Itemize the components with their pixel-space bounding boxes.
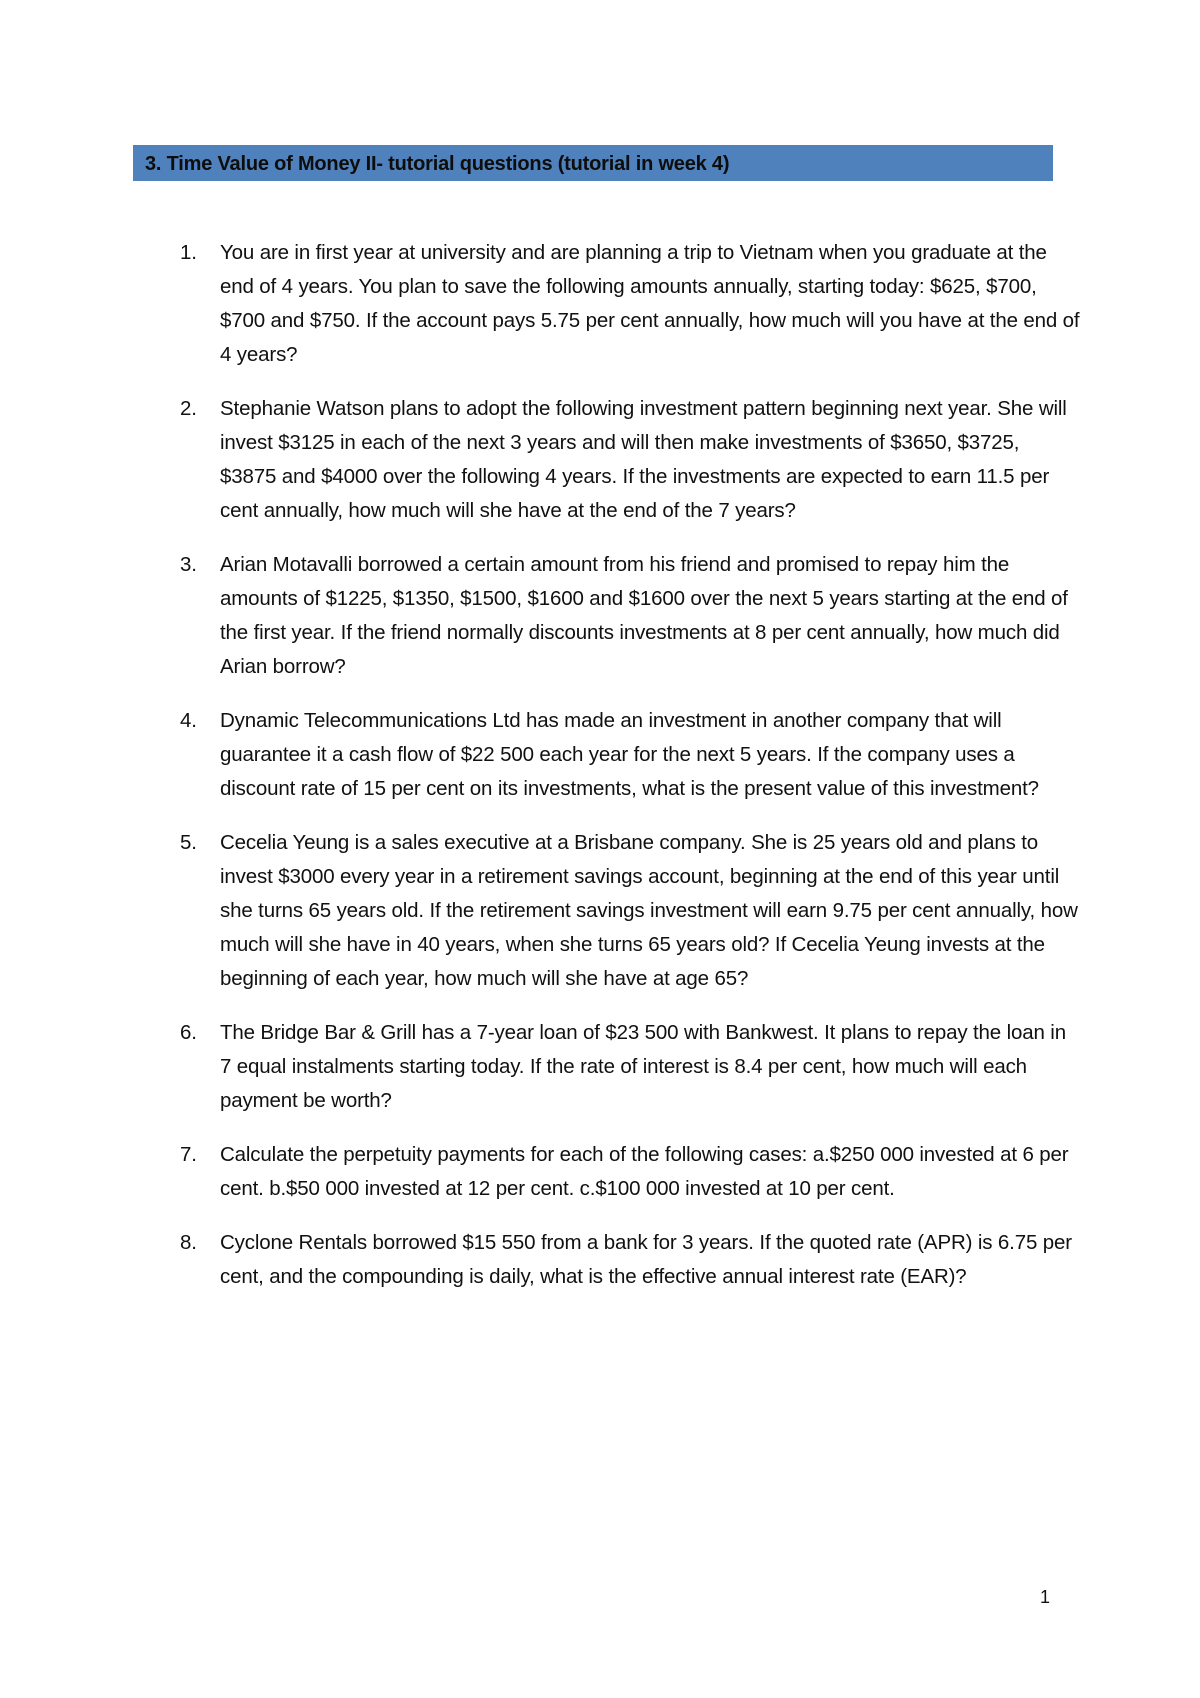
question-item xyxy=(180,1016,1080,1118)
question-number: 7. xyxy=(180,1143,197,1166)
question-item xyxy=(180,548,1080,684)
question-text: Dynamic Telecommunications Ltd has made an investment in another company that will guarantee it a cash flow of $22 500 each year for the next 5 years. If the company uses a discount rate of 15 per cent on its investments, what is the present value of this investment? xyxy=(220,709,1039,800)
question-text: Cecelia Yeung is a sales executive at a Brisbane company. She is 25 years old and plans to invest $3000 every year in a retirement savings account, beginning at the end of this year until she turns 65 years old. If the retirement savings investment will earn 9.75 per cent annually, how much will she have in 40 years, when she turns 65 years old? If Cecelia Yeung invests at the beginning of each year, how much will she have at age 65? xyxy=(220,831,1078,990)
question-item xyxy=(180,392,1080,528)
question-number: 3. xyxy=(180,553,197,576)
question-number: 6. xyxy=(180,1021,197,1044)
page-number: 1 xyxy=(1040,1587,1051,1607)
question-item xyxy=(180,236,1080,372)
question-item xyxy=(180,704,1080,806)
question-text: Stephanie Watson plans to adopt the following investment pattern beginning next year. She will invest $3125 in each of the next 3 years and will then make investments of $3650, $3725, $3875 and $4000 over the following 4 years. If the investments are expected to earn 11.5 per cent annually, how much will she have at the end of the 7 years? xyxy=(220,397,1067,522)
question-text: Calculate the perpetuity payments for each of the following cases: a.$250 000 invested at 6 per cent. b.$50 000 invested at 12 per cent. c.$100 000 invested at 10 per cent. xyxy=(220,1143,1069,1200)
question-list xyxy=(180,236,1080,1314)
question-text: The Bridge Bar & Grill has a 7-year loan of $23 500 with Bankwest. It plans to repay the loan in 7 equal instalments starting today. If the rate of interest is 8.4 per cent, how much will each payment be worth? xyxy=(220,1021,1066,1112)
question-item xyxy=(180,826,1080,996)
question-number: 1. xyxy=(180,241,197,264)
question-item xyxy=(180,1226,1080,1294)
section-heading-text: 3. Time Value of Money II- tutorial questions (tutorial in week 4) xyxy=(145,153,730,175)
question-number: 2. xyxy=(180,397,197,420)
section-heading xyxy=(133,145,1053,181)
question-number: 5. xyxy=(180,831,197,854)
question-item xyxy=(180,1138,1080,1206)
question-number: 4. xyxy=(180,709,197,732)
question-text: Cyclone Rentals borrowed $15 550 from a bank for 3 years. If the quoted rate (APR) is 6.75 per cent, and the compounding is daily, what is the effective annual interest rate (EAR)? xyxy=(220,1231,1072,1288)
question-text: Arian Motavalli borrowed a certain amount from his friend and promised to repay him the amounts of $1225, $1350, $1500, $1600 and $1600 over the next 5 years starting at the end of the first year. If the friend normally discounts investments at 8 per cent annually, how much did Arian borrow? xyxy=(220,553,1068,678)
question-number: 8. xyxy=(180,1231,197,1254)
question-text: You are in first year at university and are planning a trip to Vietnam when you graduate at the end of 4 years. You plan to save the following amounts annually, starting today: $625, $700, $700 and $750. If the account pays 5.75 per cent annually, how much will you have at the end of 4 years? xyxy=(220,241,1080,366)
